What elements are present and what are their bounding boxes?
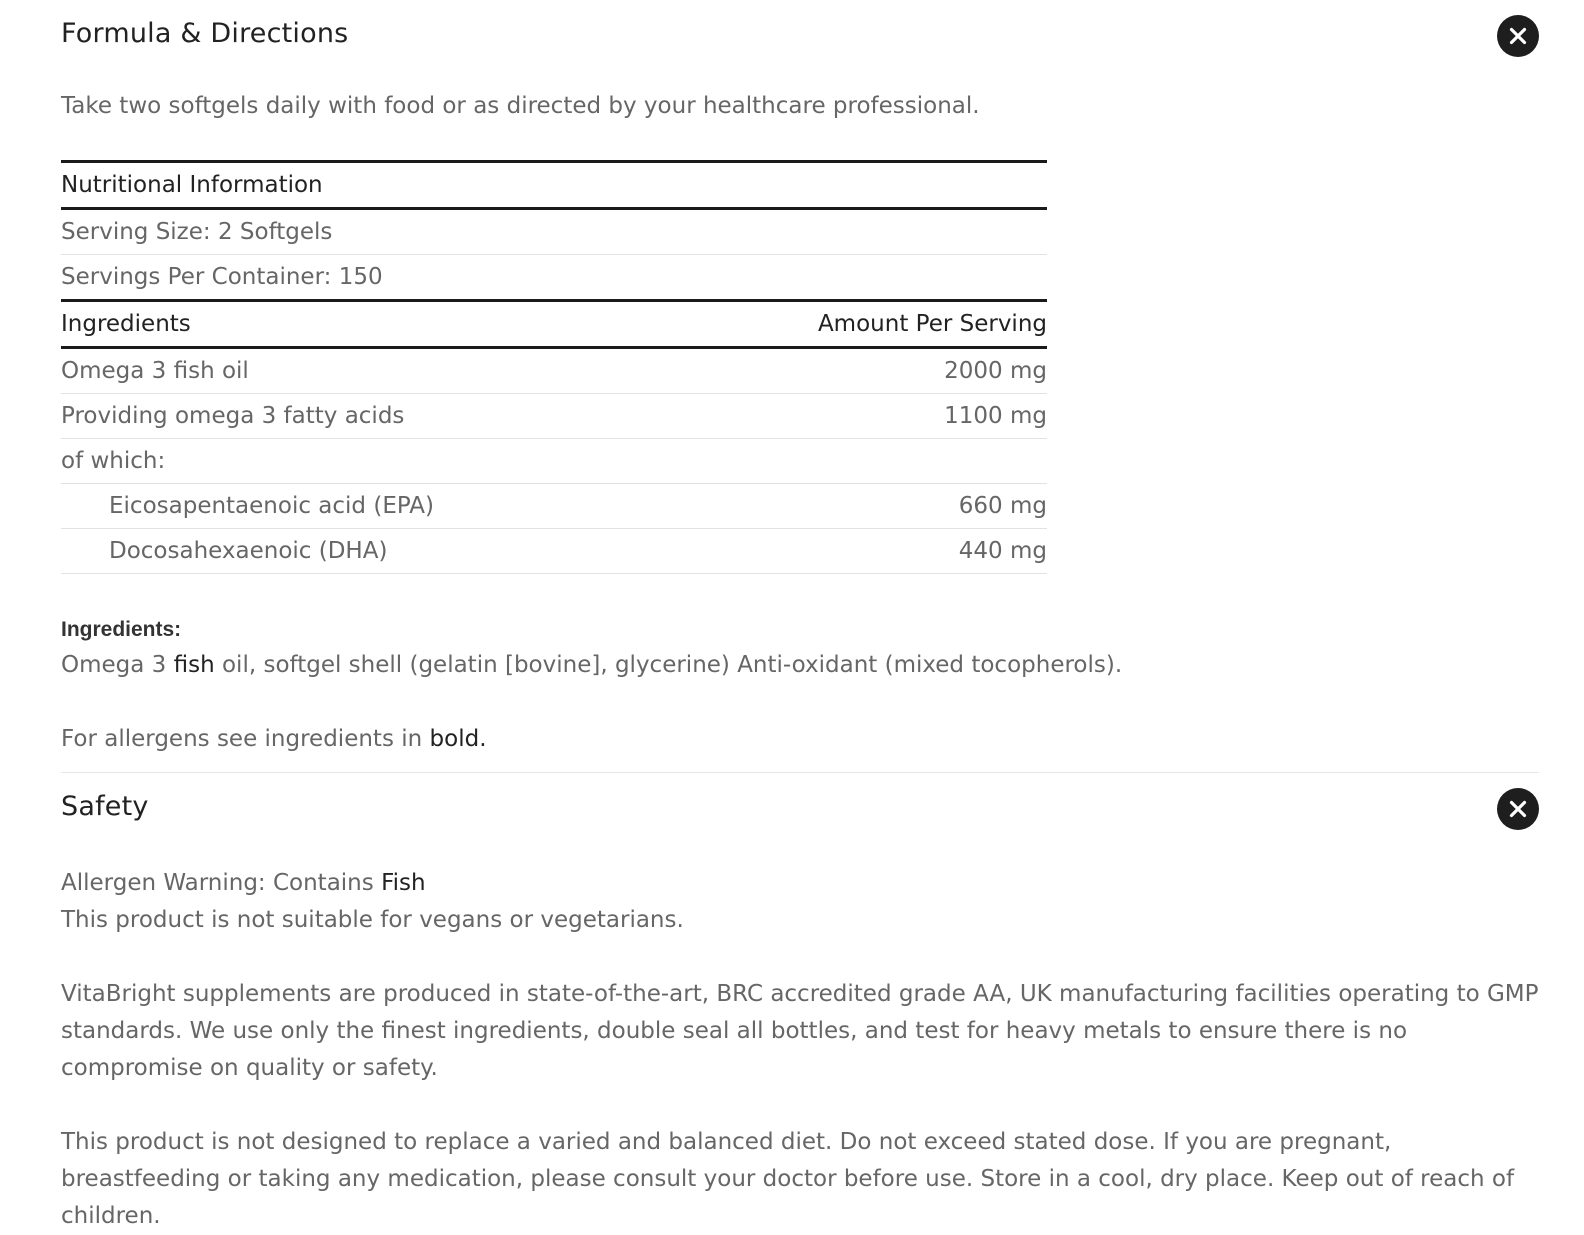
allergen-warning-item: Fish [381, 870, 426, 896]
ingredients-text-part: Omega 3 [61, 652, 174, 678]
directions-text: Take two softgels daily with food or as directed by your healthcare professional. [61, 93, 980, 119]
close-icon [1509, 27, 1527, 45]
table-row [61, 348, 1047, 394]
table-row [61, 209, 1047, 255]
allergen-warning [61, 865, 1539, 902]
formula-section-header[interactable] [61, 0, 1539, 74]
ingredients-text [61, 648, 1539, 682]
safety-close-button[interactable] [1497, 788, 1539, 830]
ingredient-name: Docosahexaenoic (DHA) [61, 529, 672, 574]
ingredient-amount: 440 mg [672, 529, 1047, 574]
safety-section-header[interactable] [61, 773, 1539, 847]
ingredient-amount: 2000 mg [672, 348, 1047, 394]
ingredients-label: Ingredients: [61, 618, 182, 641]
allergens-note-prefix: For allergens see ingredients in [61, 726, 430, 752]
ingredient-amount: 660 mg [672, 484, 1047, 529]
ingredient-name: of which: [61, 439, 672, 484]
column-header-amount: Amount Per Serving [672, 301, 1047, 348]
formula-section-title: Formula & Directions [61, 18, 349, 49]
table-row [61, 439, 1047, 484]
table-row [61, 255, 1047, 301]
column-header-ingredients: Ingredients [61, 301, 672, 348]
ingredient-amount [672, 439, 1047, 484]
ingredients-column-header-row [61, 301, 1047, 348]
ingredient-name: Providing omega 3 fatty acids [61, 394, 672, 439]
table-row [61, 394, 1047, 439]
servings-per-container: Servings Per Container: 150 [61, 255, 1047, 301]
table-row [61, 529, 1047, 574]
nutrition-table [61, 160, 1047, 574]
allergens-note-bold: bold. [429, 726, 487, 752]
ingredient-name: Omega 3 fish oil [61, 348, 672, 394]
allergen-highlight: fish [173, 652, 215, 678]
ingredient-name: Eicosapentaenoic acid (EPA) [61, 484, 672, 529]
ingredient-amount: 1100 mg [672, 394, 1047, 439]
ingredients-text-part: oil, softgel shell (gelatin [bovine], glycerine) Anti-oxidant (mixed tocopherols). [214, 652, 1123, 678]
safety-section-title: Safety [61, 791, 149, 822]
allergen-warning-prefix: Allergen Warning: Contains [61, 870, 382, 896]
nutrition-table-header-row [61, 162, 1047, 209]
product-details-panel [61, 0, 1539, 1235]
safety-body [61, 865, 1539, 1235]
advice-text: This product is not designed to replace a varied and balanced diet. Do not exceed stated dose. If you are pregnant, breastfeeding or taking any medication, please consult your doctor before use. Store in a cool, dry place. Keep out of reach of children. [61, 1129, 1515, 1229]
close-icon [1509, 800, 1527, 818]
allergens-note [61, 722, 1539, 756]
vegan-note: This product is not suitable for vegans or vegetarians. [61, 907, 684, 933]
formula-close-button[interactable] [1497, 15, 1539, 57]
safety-section [61, 773, 1539, 1235]
nutrition-table-title: Nutritional Information [61, 162, 1047, 209]
table-row [61, 484, 1047, 529]
formula-directions-section [61, 0, 1539, 773]
serving-size: Serving Size: 2 Softgels [61, 209, 1047, 255]
manufacturing-text: VitaBright supplements are produced in state-of-the-art, BRC accredited grade AA, UK manufacturing facilities operating to GMP standards. We use only the finest ingredients, double seal all bottles, and test for heavy metals to ensure there is no compromise on quality or safety. [61, 981, 1539, 1081]
